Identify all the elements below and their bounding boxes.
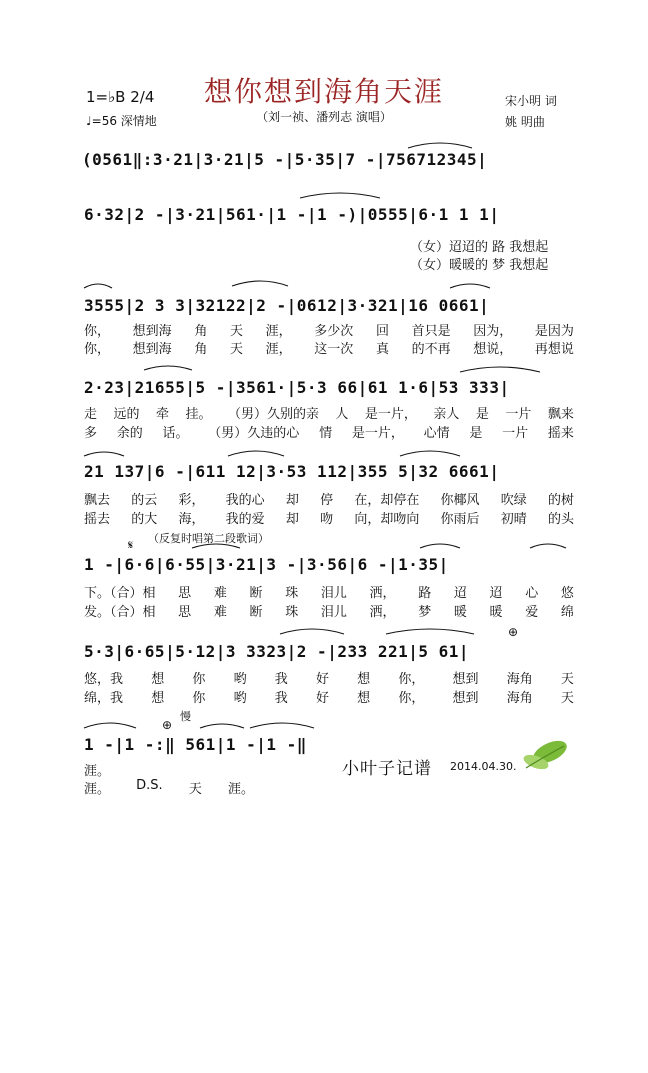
notation-row-6 — [84, 555, 574, 574]
lyric-segment: 是 — [469, 426, 483, 441]
lyric-segment: 心情 — [423, 426, 450, 441]
lyric-segment: 思 — [178, 586, 192, 601]
notation-row-2 — [84, 205, 574, 224]
notation-line: 6·32|2 -|3·21|561·|1 -|1 -)|0555|6·1 1 1| — [84, 205, 500, 224]
lyric-segment: 你 — [192, 672, 206, 687]
lyric-segment: 思 — [178, 605, 192, 620]
lyric-segment: 彩， — [178, 493, 205, 508]
notation-line: (0561‖:3·21|3·21|5 -|5·35|7 -|756712345| — [82, 150, 488, 169]
lyric-segment: 你， — [84, 324, 111, 339]
lyric-segment: 暖 — [489, 605, 503, 620]
lyric-segment: 摇去 — [84, 512, 111, 527]
key-signature: 1=♭B 2/4 — [86, 88, 155, 106]
lyric-segment: 角 — [194, 324, 208, 339]
lyric-segment: 想说， — [473, 342, 513, 357]
lyric-segment: 吻 — [320, 512, 334, 527]
lyric-segment: 余的 — [116, 426, 143, 441]
lyric-segment: 远的 — [113, 407, 140, 422]
lyrics-row-7a — [84, 760, 144, 779]
lyric-segment: 哟 — [233, 691, 247, 706]
lyric-segment: 吹绿 — [500, 493, 527, 508]
lyric-segment: 断 — [249, 605, 263, 620]
lyric-segment: 悠 — [560, 586, 574, 601]
lyrics-row-1a — [410, 236, 570, 255]
song-title: 想你想到海角天涯 — [203, 75, 444, 108]
lyric-segment: 泪儿 — [320, 605, 347, 620]
lyric-segment: 多少次 — [314, 324, 354, 339]
notation-line: 2·23|21655|5 -|3561·|5·3 66|61 1·6|53 333| — [84, 378, 510, 397]
lyric-segment: 的不再 — [411, 342, 451, 357]
lyric-segment: 绵 — [560, 605, 574, 620]
notation-line: 1 -|1 -:‖ 561|1 -|1 -‖ — [84, 735, 307, 754]
lyric-segment: 亲人 — [433, 407, 460, 422]
lyric-segment: 的大 — [131, 512, 158, 527]
lyric-segment: 一片 — [502, 426, 529, 441]
lyric-segment: 再想说 — [534, 342, 574, 357]
lyric-segment: 停 — [320, 493, 334, 508]
notation-row-4 — [84, 378, 574, 397]
lyrics-row-3b — [84, 422, 574, 441]
lyric-segment: （男）久违的心 — [208, 426, 300, 441]
lyrics-row-6a — [84, 668, 574, 687]
lyric-segment: D.S. — [136, 778, 163, 793]
lyric-segment: 想到 — [452, 691, 479, 706]
lyric-segment: 首只是 — [411, 324, 451, 339]
lyric-segment: 绵，我 — [84, 691, 124, 706]
lyric-segment: 好 — [315, 672, 329, 687]
lyric-segment: （女）迢迢的 路 我想起 — [410, 240, 549, 255]
lyric-segment: 发。（合）相 — [84, 605, 156, 620]
lyric-segment: 我的爱 — [225, 512, 265, 527]
lyric-segment: 天 — [229, 324, 243, 339]
lyric-segment: 想 — [151, 672, 165, 687]
segno-symbol: 𝄋 — [128, 538, 134, 552]
notation-row-8 — [84, 735, 324, 754]
lyric-segment: 是因为 — [534, 324, 574, 339]
lyric-segment: 我 — [274, 672, 288, 687]
lyric-segment: 想到 — [452, 672, 479, 687]
lyric-segment: 多 — [84, 426, 98, 441]
lyric-segment: 想 — [151, 691, 165, 706]
lyrics-row-4a — [84, 489, 574, 508]
lyric-segment: 的云 — [131, 493, 158, 508]
lyric-segment: 天 — [229, 342, 243, 357]
lyric-segment: 真 — [375, 342, 389, 357]
notation-line: 1 -|6·6|6·55|3·21|3 -|3·56|6 -|1·35| — [84, 555, 449, 574]
lyrics-row-2b — [84, 338, 574, 357]
lyric-segment: 你， — [398, 691, 425, 706]
lyric-segment: 梦 — [418, 605, 432, 620]
notation-line: 21 137|6 -|611 12|3·53 112|355 5|32 6661| — [84, 462, 500, 481]
notation-row-7 — [84, 642, 574, 661]
lyric-segment: 爱 — [525, 605, 539, 620]
lyric-segment: 你雨后 — [440, 512, 480, 527]
lyric-segment: 一片 — [505, 407, 532, 422]
lyric-segment: 珠 — [285, 605, 299, 620]
lyric-segment: 初晴 — [500, 512, 527, 527]
notation-line: 5·3|6·65|5·12|3 3323|2 -|233 221|5 61| — [84, 642, 470, 661]
lyric-segment: 断 — [249, 586, 263, 601]
lyric-segment: 是一片， — [364, 407, 417, 422]
lyric-segment: 海角 — [506, 691, 533, 706]
notation-row-3 — [84, 296, 574, 315]
lyric-segment: 涯。 — [84, 764, 111, 779]
lyric-segment: 挂。 — [185, 407, 212, 422]
lyric-segment: 的头 — [547, 512, 574, 527]
lyric-segment: 想 — [357, 691, 371, 706]
lyrics-row-1b — [410, 254, 570, 273]
lyric-segment: 我的心 — [225, 493, 265, 508]
lyric-segment: 好 — [315, 691, 329, 706]
notation-row-1 — [82, 150, 574, 169]
lyric-segment: 却 — [285, 493, 299, 508]
lyric-segment: 洒， — [369, 605, 396, 620]
lyric-segment: 情 — [319, 426, 333, 441]
lyric-segment: 人 — [335, 407, 349, 422]
lyric-segment: 摇来 — [547, 426, 574, 441]
lyric-segment: 你， — [84, 342, 111, 357]
tempo-marking: ♩=56 深情地 — [86, 114, 157, 128]
lyric-segment: 悠，我 — [84, 672, 124, 687]
transcriber-signature: 小叶子记谱 — [342, 759, 432, 779]
coda-symbol: ⊕ — [508, 625, 519, 639]
lyrics-row-4b — [84, 508, 574, 527]
lyrics-row-5b — [84, 601, 574, 620]
lyric-segment: 心 — [525, 586, 539, 601]
lyric-segment: 这一次 — [314, 342, 354, 357]
lyric-segment: 路 — [418, 586, 432, 601]
lyric-segment: 泪儿 — [320, 586, 347, 601]
coda-symbol: ⊕ — [162, 718, 173, 732]
lyric-segment: 涯， — [265, 324, 292, 339]
lyric-segment: 难 — [213, 586, 227, 601]
lyric-segment: 你， — [398, 672, 425, 687]
lyric-segment: 海角 — [506, 672, 533, 687]
lyric-segment: 哟 — [233, 672, 247, 687]
lyric-segment: 涯， — [265, 342, 292, 357]
lyric-segment: 想到海 — [132, 324, 172, 339]
notation-row-5 — [84, 462, 574, 481]
lyric-segment: 海， — [178, 512, 205, 527]
lyric-segment: 涯。 — [227, 782, 254, 797]
lyric-segment: 洒， — [369, 586, 396, 601]
lyric-segment: 你 — [192, 691, 206, 706]
lyric-segment: 天 — [560, 672, 574, 687]
lyric-segment: 你椰风 — [440, 493, 480, 508]
lyric-segment: 珠 — [285, 586, 299, 601]
lyric-segment: 想到海 — [132, 342, 172, 357]
composer-credit: 姚 明曲 — [505, 115, 545, 129]
lyric-segment: 因为， — [473, 324, 513, 339]
lyrics-row-3a — [84, 403, 574, 422]
lyric-segment: 的树 — [547, 493, 574, 508]
repeat-note: （反复时唱第二段歌词） — [148, 532, 269, 545]
notation-line: 3555|2 3 3|32122|2 -|0612|3·321|16 0661| — [84, 296, 490, 315]
lyric-segment: 是 — [475, 407, 489, 422]
lyric-segment: 在，却停在 — [354, 493, 420, 508]
lyrics-row-2a — [84, 320, 574, 339]
lyricist-credit: 宋小明 词 — [505, 94, 557, 108]
lyrics-row-5a — [84, 582, 574, 601]
lyric-segment: 迢 — [453, 586, 467, 601]
lyric-segment: 牵 — [155, 407, 169, 422]
lyric-segment: 天 — [188, 782, 202, 797]
lyric-segment: 涯。 — [84, 782, 111, 797]
lyric-segment: （男）久别的亲 — [227, 407, 319, 422]
lyric-segment: （女）暖暖的 梦 我想起 — [410, 258, 549, 273]
lyric-segment: 话。 — [162, 426, 189, 441]
lyric-segment: 飘去 — [84, 493, 111, 508]
lyrics-row-6b — [84, 687, 574, 706]
lyric-segment: 却 — [285, 512, 299, 527]
lyric-segment: 走 — [84, 407, 98, 422]
lyric-segment: 迢 — [489, 586, 503, 601]
lyric-segment: 我 — [274, 691, 288, 706]
lyric-segment: 角 — [194, 342, 208, 357]
lyric-segment: 下。（合）相 — [84, 586, 156, 601]
lyric-segment: 天 — [560, 691, 574, 706]
song-subtitle: （刘一祯、潘列志 演唱） — [256, 110, 392, 124]
lyrics-row-7b — [84, 778, 254, 797]
leaf-icon — [520, 736, 572, 776]
lyric-segment: 向，却吻向 — [354, 512, 420, 527]
lyric-segment: 想 — [357, 672, 371, 687]
lyric-segment: 飘来 — [547, 407, 574, 422]
lyric-segment: 暖 — [453, 605, 467, 620]
tempo-slow-marking: 慢 — [180, 710, 191, 723]
lyric-segment: 难 — [213, 605, 227, 620]
lyric-segment: 回 — [375, 324, 389, 339]
lyric-segment: 是一片， — [351, 426, 404, 441]
transcription-date: 2014.04.30. — [450, 760, 517, 773]
